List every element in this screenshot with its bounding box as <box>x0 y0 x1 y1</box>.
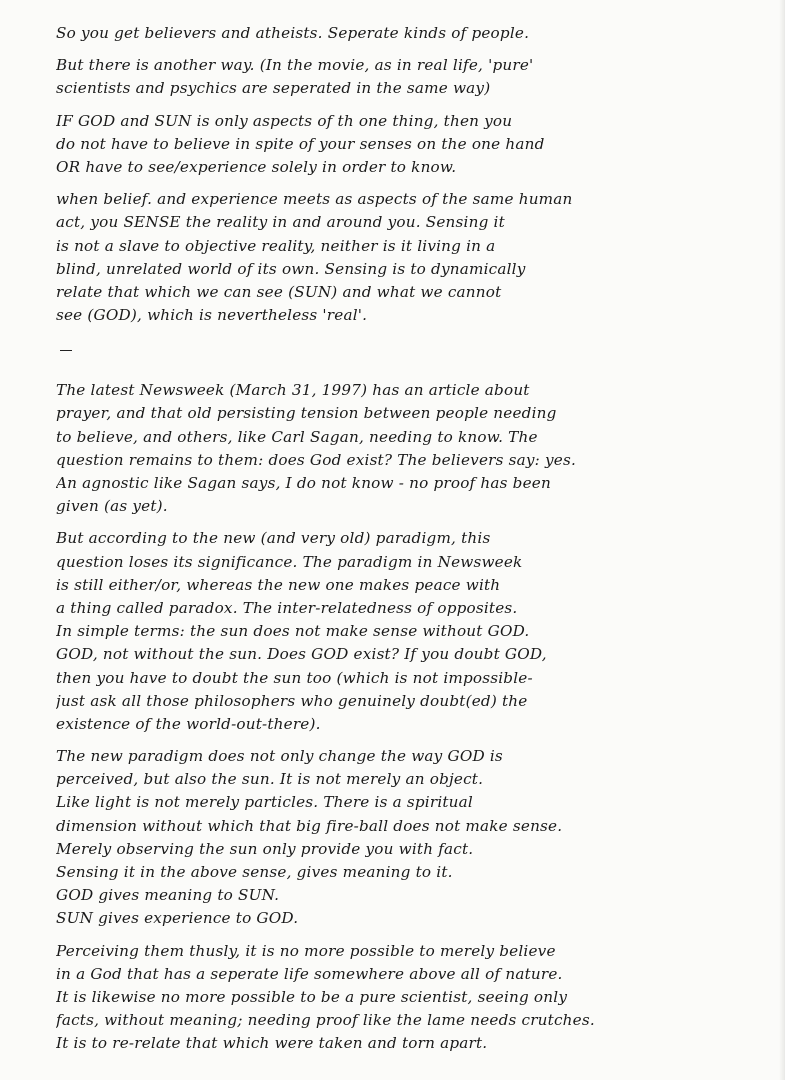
text-line: But according to the new (and very old) paradigm, this <box>56 529 491 548</box>
paragraph <box>56 527 761 736</box>
text-line: But there is another way. (In the movie, as in real life, 'pure' <box>56 56 534 75</box>
paragraph <box>56 54 761 100</box>
text-line: then you have to doubt the sun too (which is not impossible- <box>56 668 533 687</box>
text-line: blind, unrelated world of its own. Sensing is to dynamically <box>56 259 526 278</box>
text-line: OR have to see/experience solely in order to know. <box>56 157 457 176</box>
section-newsweek-paradigm <box>56 379 761 1055</box>
text-line: in a God that has a seperate life somewhere above all of nature. <box>56 964 563 983</box>
paragraph <box>56 745 761 931</box>
text-line: Merely observing the sun only provide you with fact. <box>56 839 474 858</box>
text-line: to believe, and others, like Carl Sagan, needing to know. The <box>56 427 538 446</box>
text-line: Sensing it in the above sense, gives meaning to it. <box>56 863 453 881</box>
paragraph <box>56 110 761 180</box>
text-line: a thing called paradox. The inter-relatedness of opposites. <box>56 598 518 617</box>
section-divider <box>60 350 72 351</box>
text-line: prayer, and that old persisting tension between people needing <box>56 404 557 423</box>
text-line: It is to re-relate that which were taken and torn apart. <box>56 1034 488 1053</box>
text-line: question remains to them: does God exist? The believers say: yes. <box>56 450 576 469</box>
text-line: facts, without meaning; needing proof like the lame needs crutches. <box>56 1011 595 1030</box>
text-line: Perceiving them thusly, it is no more possible to merely believe <box>56 941 556 960</box>
text-line: question loses its significance. The paradigm in Newsweek <box>56 552 523 571</box>
text-line: The new paradigm does not only change the way GOD is <box>56 747 503 766</box>
text-line: act, you SENSE the reality in and around you. Sensing it <box>56 213 505 232</box>
text-line: just ask all those philosophers who genuinely doubt(ed) the <box>56 691 528 710</box>
text-line: perceived, but also the sun. It is not merely an object. <box>56 770 484 789</box>
text-line: is not a slave to objective reality, neither is it living in a <box>56 236 496 255</box>
text-line: IF GOD and SUN is only aspects of th one thing, then you <box>56 111 513 130</box>
text-line: relate that which we can see (SUN) and what we cannot <box>56 282 502 301</box>
page-edge-shadow <box>779 0 785 1080</box>
text-line: when belief. and experience meets as aspects of the same human <box>56 190 573 209</box>
text-line: existence of the world-out-there). <box>56 714 321 733</box>
text-line: see (GOD), which is nevertheless 'real'. <box>56 306 368 325</box>
section-believers-and-sensing <box>56 22 761 327</box>
text-line: GOD gives meaning to SUN. <box>56 886 280 905</box>
text-line: SUN gives experience to GOD. <box>56 909 299 928</box>
text-line: An agnostic like Sagan says, I do not know - no proof has been <box>56 474 551 492</box>
text-line: The latest Newsweek (March 31, 1997) has an article about <box>56 381 530 400</box>
paragraph <box>56 22 761 45</box>
paragraph <box>56 940 761 1056</box>
text-line: So you get believers and atheists. Seperate kinds of people. <box>56 24 530 42</box>
text-line: It is likewise no more possible to be a pure scientist, seeing only <box>56 987 568 1006</box>
paragraph <box>56 379 761 518</box>
text-line: In simple terms: the sun does not make sense without GOD. <box>56 622 530 641</box>
paragraph <box>56 188 761 327</box>
text-line: Like light is not merely particles. There is a spiritual <box>56 793 473 812</box>
text-line: scientists and psychics are seperated in the same way) <box>56 79 491 98</box>
text-line: dimension without which that big fire-ball does not make sense. <box>56 816 563 835</box>
text-line: is still either/or, whereas the new one makes peace with <box>56 575 501 594</box>
text-line: given (as yet). <box>56 497 168 516</box>
text-line: GOD, not without the sun. Does GOD exist? If you doubt GOD, <box>56 645 547 664</box>
text-line: do not have to believe in spite of your senses on the one hand <box>56 134 545 153</box>
